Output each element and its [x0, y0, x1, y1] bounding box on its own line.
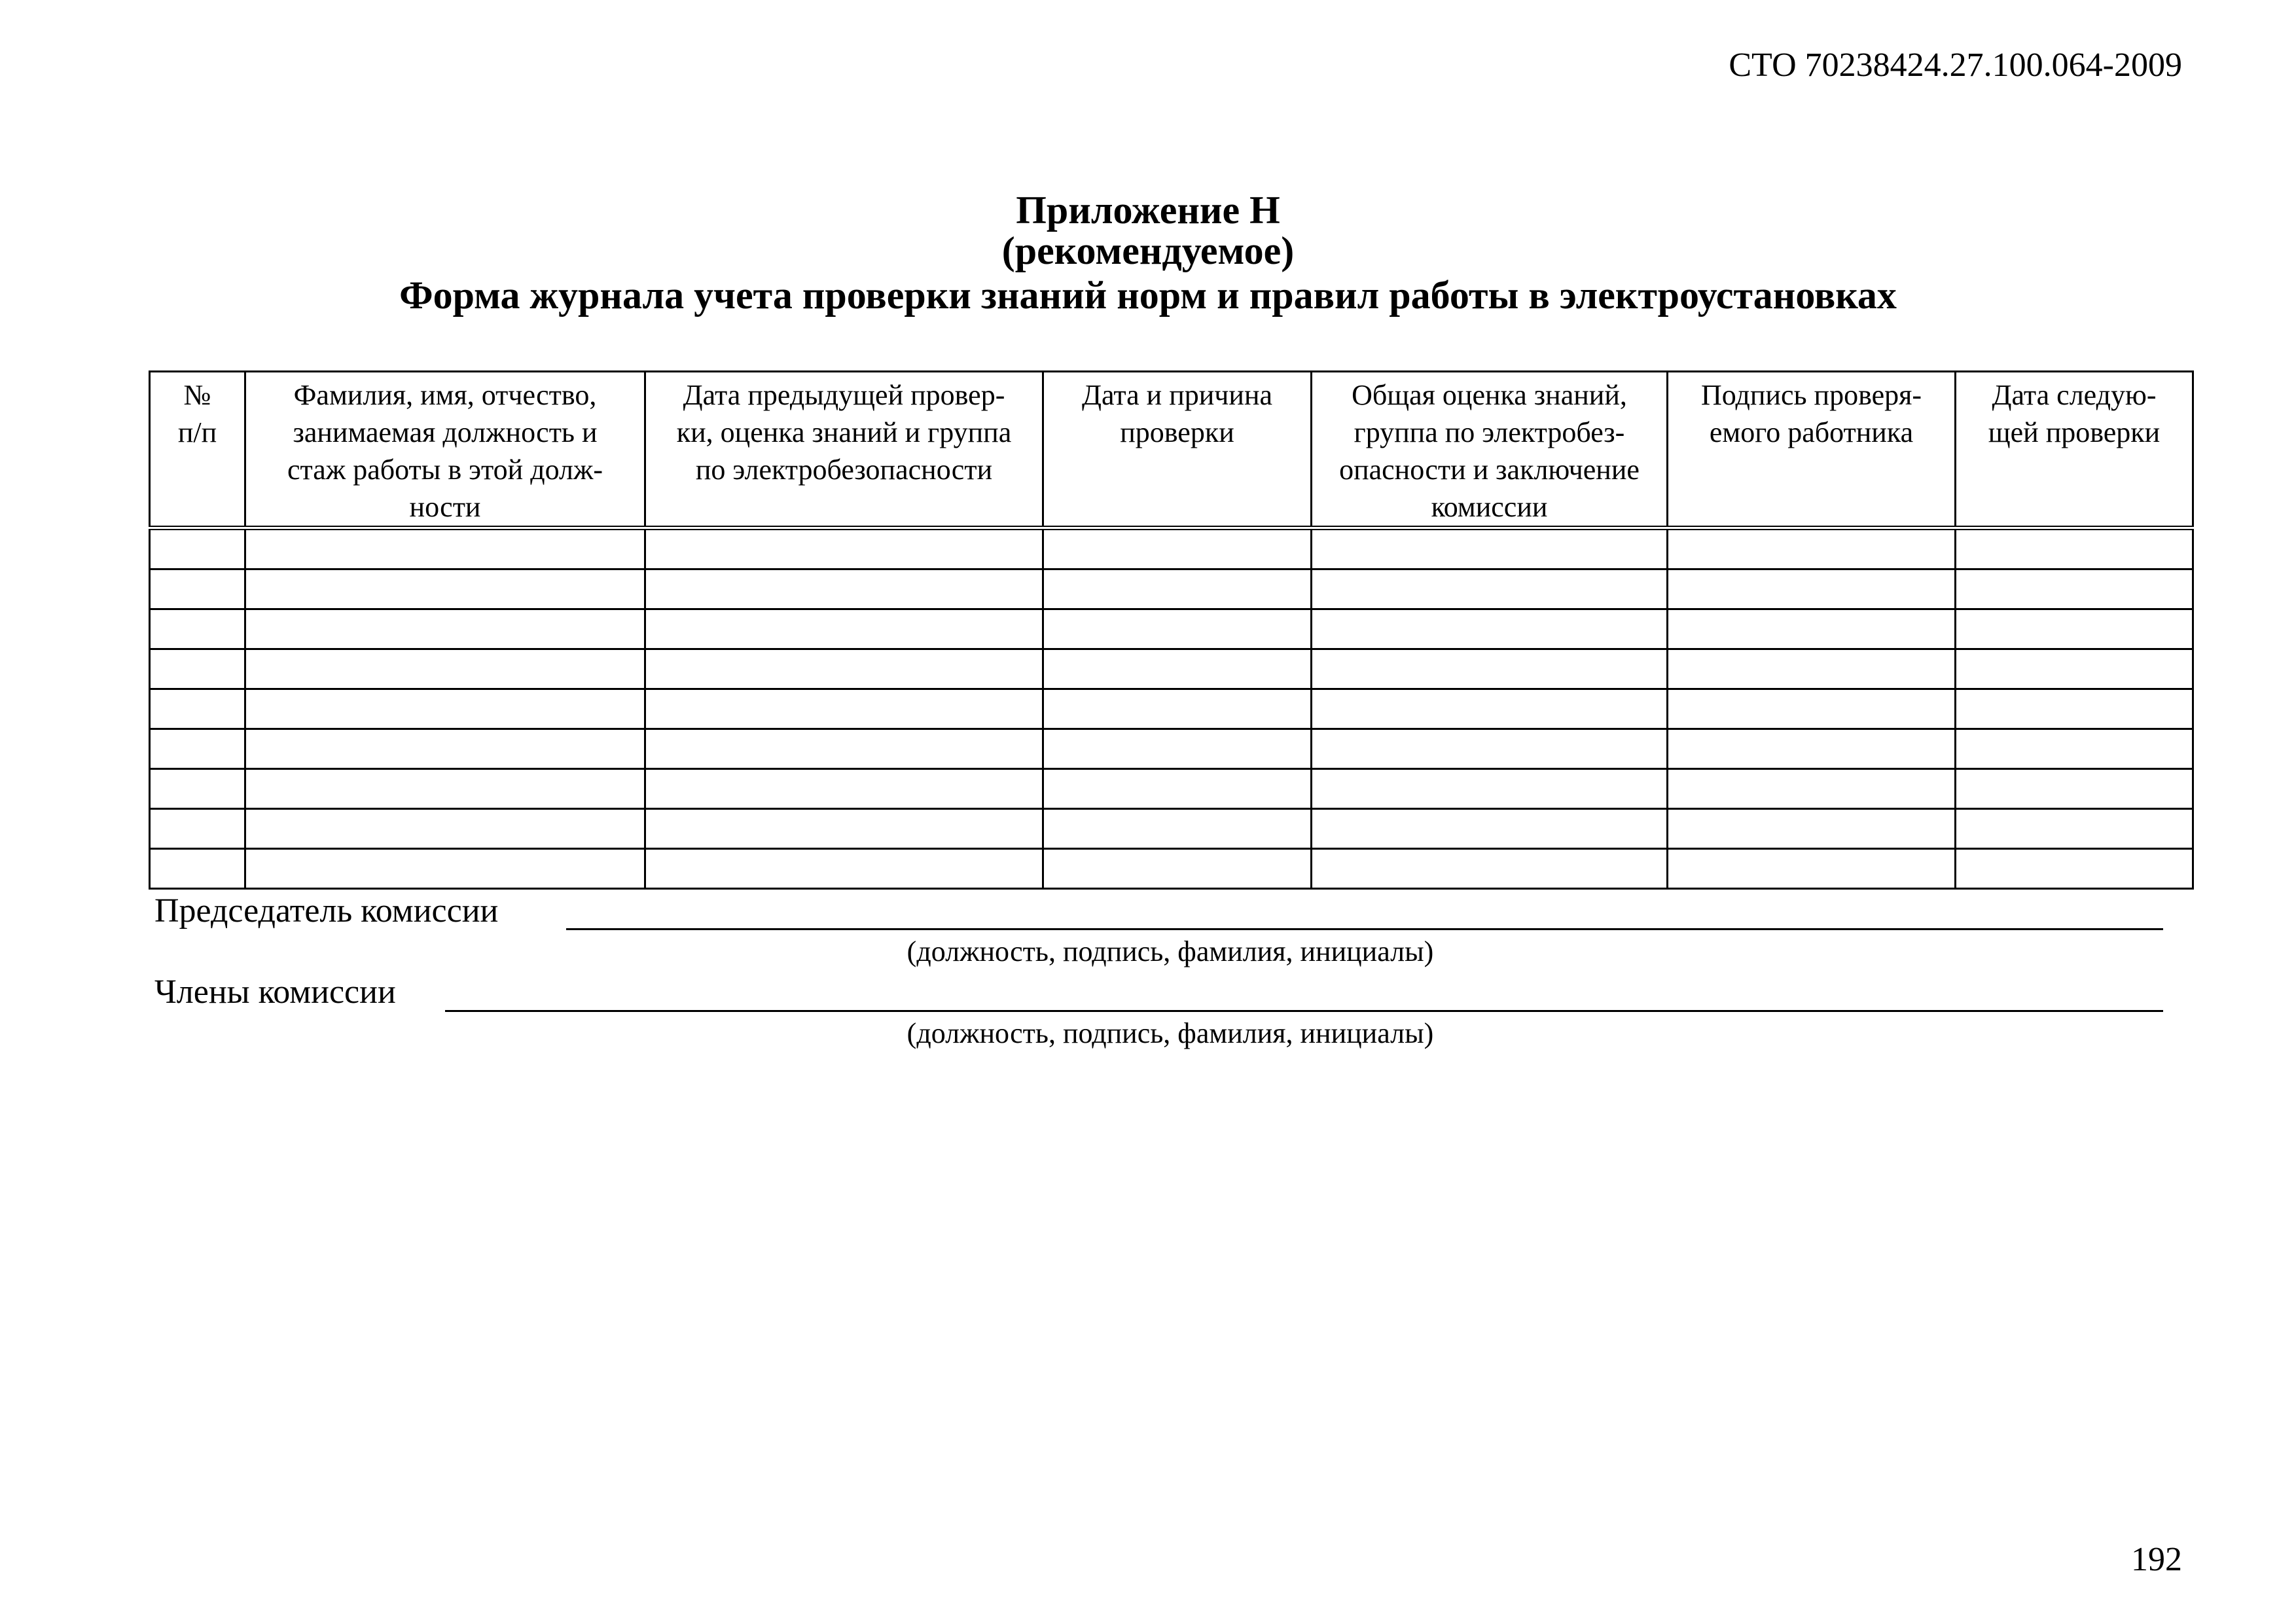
members-signature-label: Члены комиссии	[154, 973, 396, 1011]
table-cell[interactable]	[1956, 689, 2193, 729]
table-cell[interactable]	[1043, 849, 1312, 889]
table-cell[interactable]	[150, 609, 245, 649]
members-signature-caption: (должность, подпись, фамилия, инициалы)	[906, 1017, 1434, 1049]
table-cell[interactable]	[150, 569, 245, 609]
appendix-title: Приложение Н	[1016, 189, 1280, 232]
table-cell[interactable]	[150, 649, 245, 689]
table-cell[interactable]	[1312, 849, 1668, 889]
table-cell[interactable]	[1312, 729, 1668, 769]
table-cell[interactable]	[245, 528, 645, 569]
table-cell[interactable]	[645, 729, 1043, 769]
table-cell[interactable]	[1956, 569, 2193, 609]
table-row	[150, 729, 2193, 769]
table-cell[interactable]	[645, 809, 1043, 849]
table-cell[interactable]	[1668, 729, 1956, 769]
knowledge-check-log-table	[149, 370, 2194, 890]
table-cell[interactable]	[150, 528, 245, 569]
table-row	[150, 849, 2193, 889]
table-cell[interactable]	[245, 729, 645, 769]
table-cell[interactable]	[150, 689, 245, 729]
table-row	[150, 528, 2193, 569]
form-title: Форма журнала учета проверки знаний норм и правил работы в электроустановках	[399, 274, 1897, 317]
table-cell[interactable]	[150, 809, 245, 849]
table-cell[interactable]	[1312, 609, 1668, 649]
table-cell[interactable]	[1956, 528, 2193, 569]
table-cell[interactable]	[245, 769, 645, 809]
table-cell[interactable]	[1043, 528, 1312, 569]
table-cell[interactable]	[1956, 809, 2193, 849]
column-header-number: № п/п	[150, 372, 245, 528]
table-row	[150, 769, 2193, 809]
table-cell[interactable]	[1043, 729, 1312, 769]
table-cell[interactable]	[1668, 528, 1956, 569]
table-row	[150, 809, 2193, 849]
table-cell[interactable]	[1956, 609, 2193, 649]
table-cell[interactable]	[645, 569, 1043, 609]
table-cell[interactable]	[645, 689, 1043, 729]
column-header-previous-check: Дата предыдущей провер- ки, оценка знаний и группа по электробезопасности	[645, 372, 1043, 528]
table-cell[interactable]	[1312, 528, 1668, 569]
table-cell[interactable]	[1956, 849, 2193, 889]
table-cell[interactable]	[1043, 649, 1312, 689]
column-header-assessment: Общая оценка знаний, группа по электробез- опасности и заключение комиссии	[1312, 372, 1668, 528]
table-cell[interactable]	[1956, 729, 2193, 769]
table-cell[interactable]	[1312, 769, 1668, 809]
table-cell[interactable]	[245, 609, 645, 649]
document-code: СТО 70238424.27.100.064-2009	[1729, 46, 2182, 84]
table-row	[150, 609, 2193, 649]
column-header-next-check: Дата следую- щей проверки	[1956, 372, 2193, 528]
table-row	[150, 689, 2193, 729]
members-signature-line[interactable]	[445, 1010, 2163, 1012]
table-cell[interactable]	[1668, 849, 1956, 889]
table-cell[interactable]	[1312, 569, 1668, 609]
table-cell[interactable]	[1312, 689, 1668, 729]
table-cell[interactable]	[1043, 809, 1312, 849]
table-row	[150, 649, 2193, 689]
column-header-date-reason: Дата и причина проверки	[1043, 372, 1312, 528]
table-cell[interactable]	[1668, 769, 1956, 809]
table-cell[interactable]	[1043, 569, 1312, 609]
table-cell[interactable]	[645, 609, 1043, 649]
table-cell[interactable]	[1043, 769, 1312, 809]
table-cell[interactable]	[1668, 649, 1956, 689]
table-cell[interactable]	[1043, 689, 1312, 729]
table-cell[interactable]	[245, 649, 645, 689]
appendix-status: (рекомендуемое)	[1001, 229, 1295, 272]
table-cell[interactable]	[1312, 809, 1668, 849]
table-cell[interactable]	[645, 649, 1043, 689]
table-cell[interactable]	[150, 729, 245, 769]
table-cell[interactable]	[1312, 649, 1668, 689]
page-number: 192	[2131, 1541, 2182, 1578]
table-cell[interactable]	[245, 809, 645, 849]
table-body	[150, 528, 2193, 889]
column-header-signature: Подпись проверя- емого работника	[1668, 372, 1956, 528]
chairman-signature-label: Председатель комиссии	[154, 892, 499, 929]
table-cell[interactable]	[1956, 649, 2193, 689]
column-header-name: Фамилия, имя, отчество, занимаемая должность и стаж работы в этой долж- ности	[245, 372, 645, 528]
table-row	[150, 569, 2193, 609]
title-block	[0, 190, 2296, 316]
table-header-row	[150, 372, 2193, 528]
table-cell[interactable]	[245, 849, 645, 889]
table-cell[interactable]	[1668, 809, 1956, 849]
table-cell[interactable]	[150, 769, 245, 809]
table-cell[interactable]	[1668, 569, 1956, 609]
table-cell[interactable]	[245, 689, 645, 729]
table-cell[interactable]	[1668, 689, 1956, 729]
chairman-signature-line[interactable]	[566, 928, 2163, 930]
table-cell[interactable]	[1956, 769, 2193, 809]
chairman-signature-caption: (должность, подпись, фамилия, инициалы)	[906, 935, 1434, 967]
table-cell[interactable]	[150, 849, 245, 889]
table-cell[interactable]	[645, 528, 1043, 569]
table-cell[interactable]	[645, 769, 1043, 809]
table-cell[interactable]	[1668, 609, 1956, 649]
table-cell[interactable]	[245, 569, 645, 609]
table-cell[interactable]	[1043, 609, 1312, 649]
table-cell[interactable]	[645, 849, 1043, 889]
